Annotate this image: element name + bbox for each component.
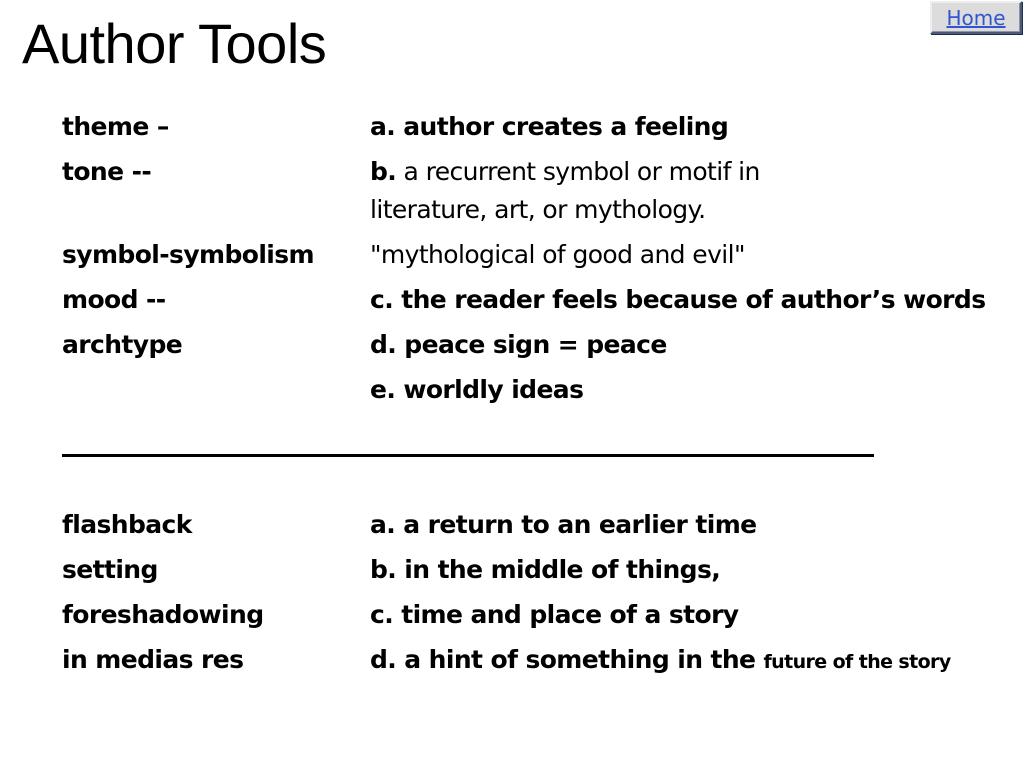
term-flashback: flashback [62,510,192,539]
definition-c: c. the reader feels because of author’s words [370,285,986,314]
definition-d: d. peace sign = peace [370,330,667,359]
slide-title: Author Tools [22,12,327,75]
definition-b [370,153,760,191]
definition2-c: c. time and place of a story [370,600,739,629]
term-foreshadowing: foreshadowing [62,600,264,629]
definition-quote: "mythological of good and evil" [370,240,745,269]
definition2-b: b. in the middle of things, [370,555,721,584]
term-in-medias-res: in medias res [62,645,244,674]
definition-b-letter: b. [370,157,397,186]
definition2-d [370,641,951,681]
term-archtype: archtype [62,330,183,359]
section-divider [62,454,874,457]
term-tone: tone -- [62,157,152,186]
definition-b-line2: literature, art, or mythology. [370,195,706,224]
home-button[interactable] [930,1,1022,34]
term-setting: setting [62,555,158,584]
term-mood: mood -- [62,285,166,314]
definition-e: e. worldly ideas [370,375,584,404]
definition2-a: a. a return to an earlier time [370,510,757,539]
definition-a: a. author creates a feeling [370,112,729,141]
definition2-d-small: future of the story [763,651,951,673]
term-theme: theme – [62,112,169,141]
definition2-d-main: d. a hint of something in the [370,645,764,674]
term-symbol: symbol-symbolism [62,240,315,269]
definition-b-text: a recurrent symbol or motif in [396,157,760,186]
home-link[interactable]: Home [946,5,1006,30]
